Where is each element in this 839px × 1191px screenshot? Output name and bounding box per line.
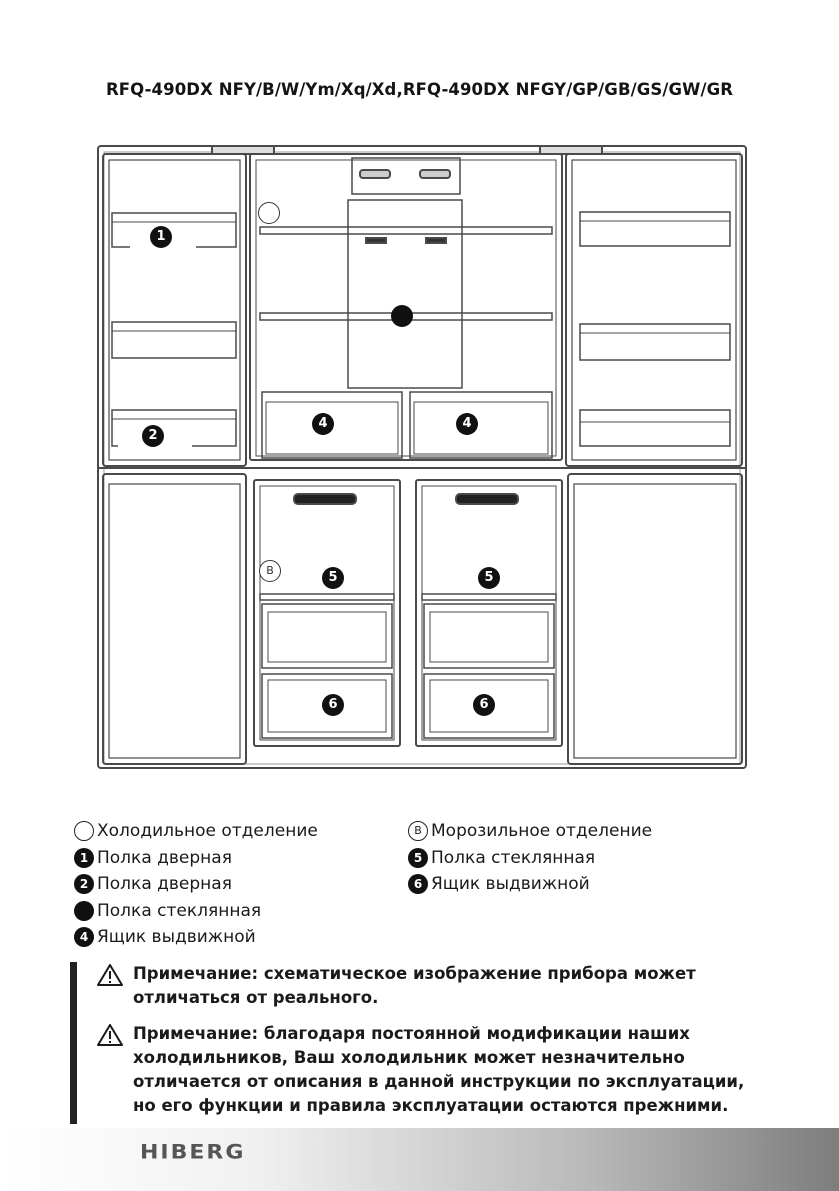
legend-text: Полка стеклянная — [431, 847, 596, 868]
marker-2: 2 — [142, 425, 164, 447]
brand-logo: HIBERG — [140, 1141, 246, 1164]
legend-text: Полка дверная — [97, 847, 232, 868]
marker-1: 1 — [150, 226, 172, 248]
warning-triangle-icon — [97, 1024, 133, 1118]
number-badge-icon: 6 — [408, 874, 428, 894]
legend-right-column — [408, 818, 652, 898]
number-badge-icon: 1 — [74, 848, 94, 868]
open-circle-icon — [74, 821, 94, 841]
fridge-compartment-marker — [258, 202, 280, 224]
note-item — [97, 962, 770, 1010]
legend-item — [408, 845, 652, 872]
marker-4-left: 4 — [312, 413, 334, 435]
legend-item — [74, 924, 318, 951]
legend-text: Морозильное отделение — [431, 821, 653, 842]
legend-text: Холодильное отделение — [97, 821, 318, 842]
legend-item — [408, 818, 652, 845]
note-item — [97, 1022, 770, 1118]
marker-6-left: 6 — [322, 694, 344, 716]
marker-4-right: 4 — [456, 413, 478, 435]
filled-circle-icon — [74, 901, 94, 921]
warning-triangle-icon — [97, 964, 133, 1010]
legend-item — [74, 845, 318, 872]
note-text: Примечание: благодаря постоянной модификации наших холодильников, Ваш холодильник может незначительно отличается от описания в данной инструкции по эксплуатации, но его функции и правила эксплуатации остаются прежними. — [133, 1024, 745, 1115]
legend-text: Полка стеклянная — [97, 900, 262, 921]
number-badge-icon: 5 — [408, 848, 428, 868]
marker-5-left: 5 — [322, 567, 344, 589]
number-badge-icon: 2 — [74, 874, 94, 894]
legend-left-column — [74, 818, 318, 951]
marker-6-right: 6 — [473, 694, 495, 716]
number-badge-icon: 4 — [74, 927, 94, 947]
legend-item — [74, 818, 318, 845]
marker-5-right: 5 — [478, 567, 500, 589]
legend-item — [74, 871, 318, 898]
right-upper-door — [566, 154, 742, 466]
glass-shelf-marker — [391, 305, 413, 327]
legend-item — [408, 871, 652, 898]
freezer-compartment-marker: B — [259, 560, 281, 582]
note-text: Примечание: схематическое изображение прибора может отличаться от реального. — [133, 964, 696, 1007]
legend-text: Полка дверная — [97, 874, 232, 895]
legend-text: Ящик выдвижной — [431, 874, 590, 895]
right-lower-door — [568, 474, 742, 764]
left-lower-door — [103, 474, 246, 764]
notes-block — [70, 962, 770, 1124]
page-title: RFQ-490DX NFY/B/W/Ym/Xq/Xd,RFQ-490DX NFGY/GP/GB/GS/GW/GR — [105, 80, 734, 99]
footer-bar — [0, 1128, 839, 1191]
letter-badge-icon: B — [408, 821, 428, 841]
legend-text: Ящик выдвижной — [97, 927, 256, 948]
legend-item — [74, 898, 318, 925]
glass-shelf-upper — [260, 227, 552, 234]
